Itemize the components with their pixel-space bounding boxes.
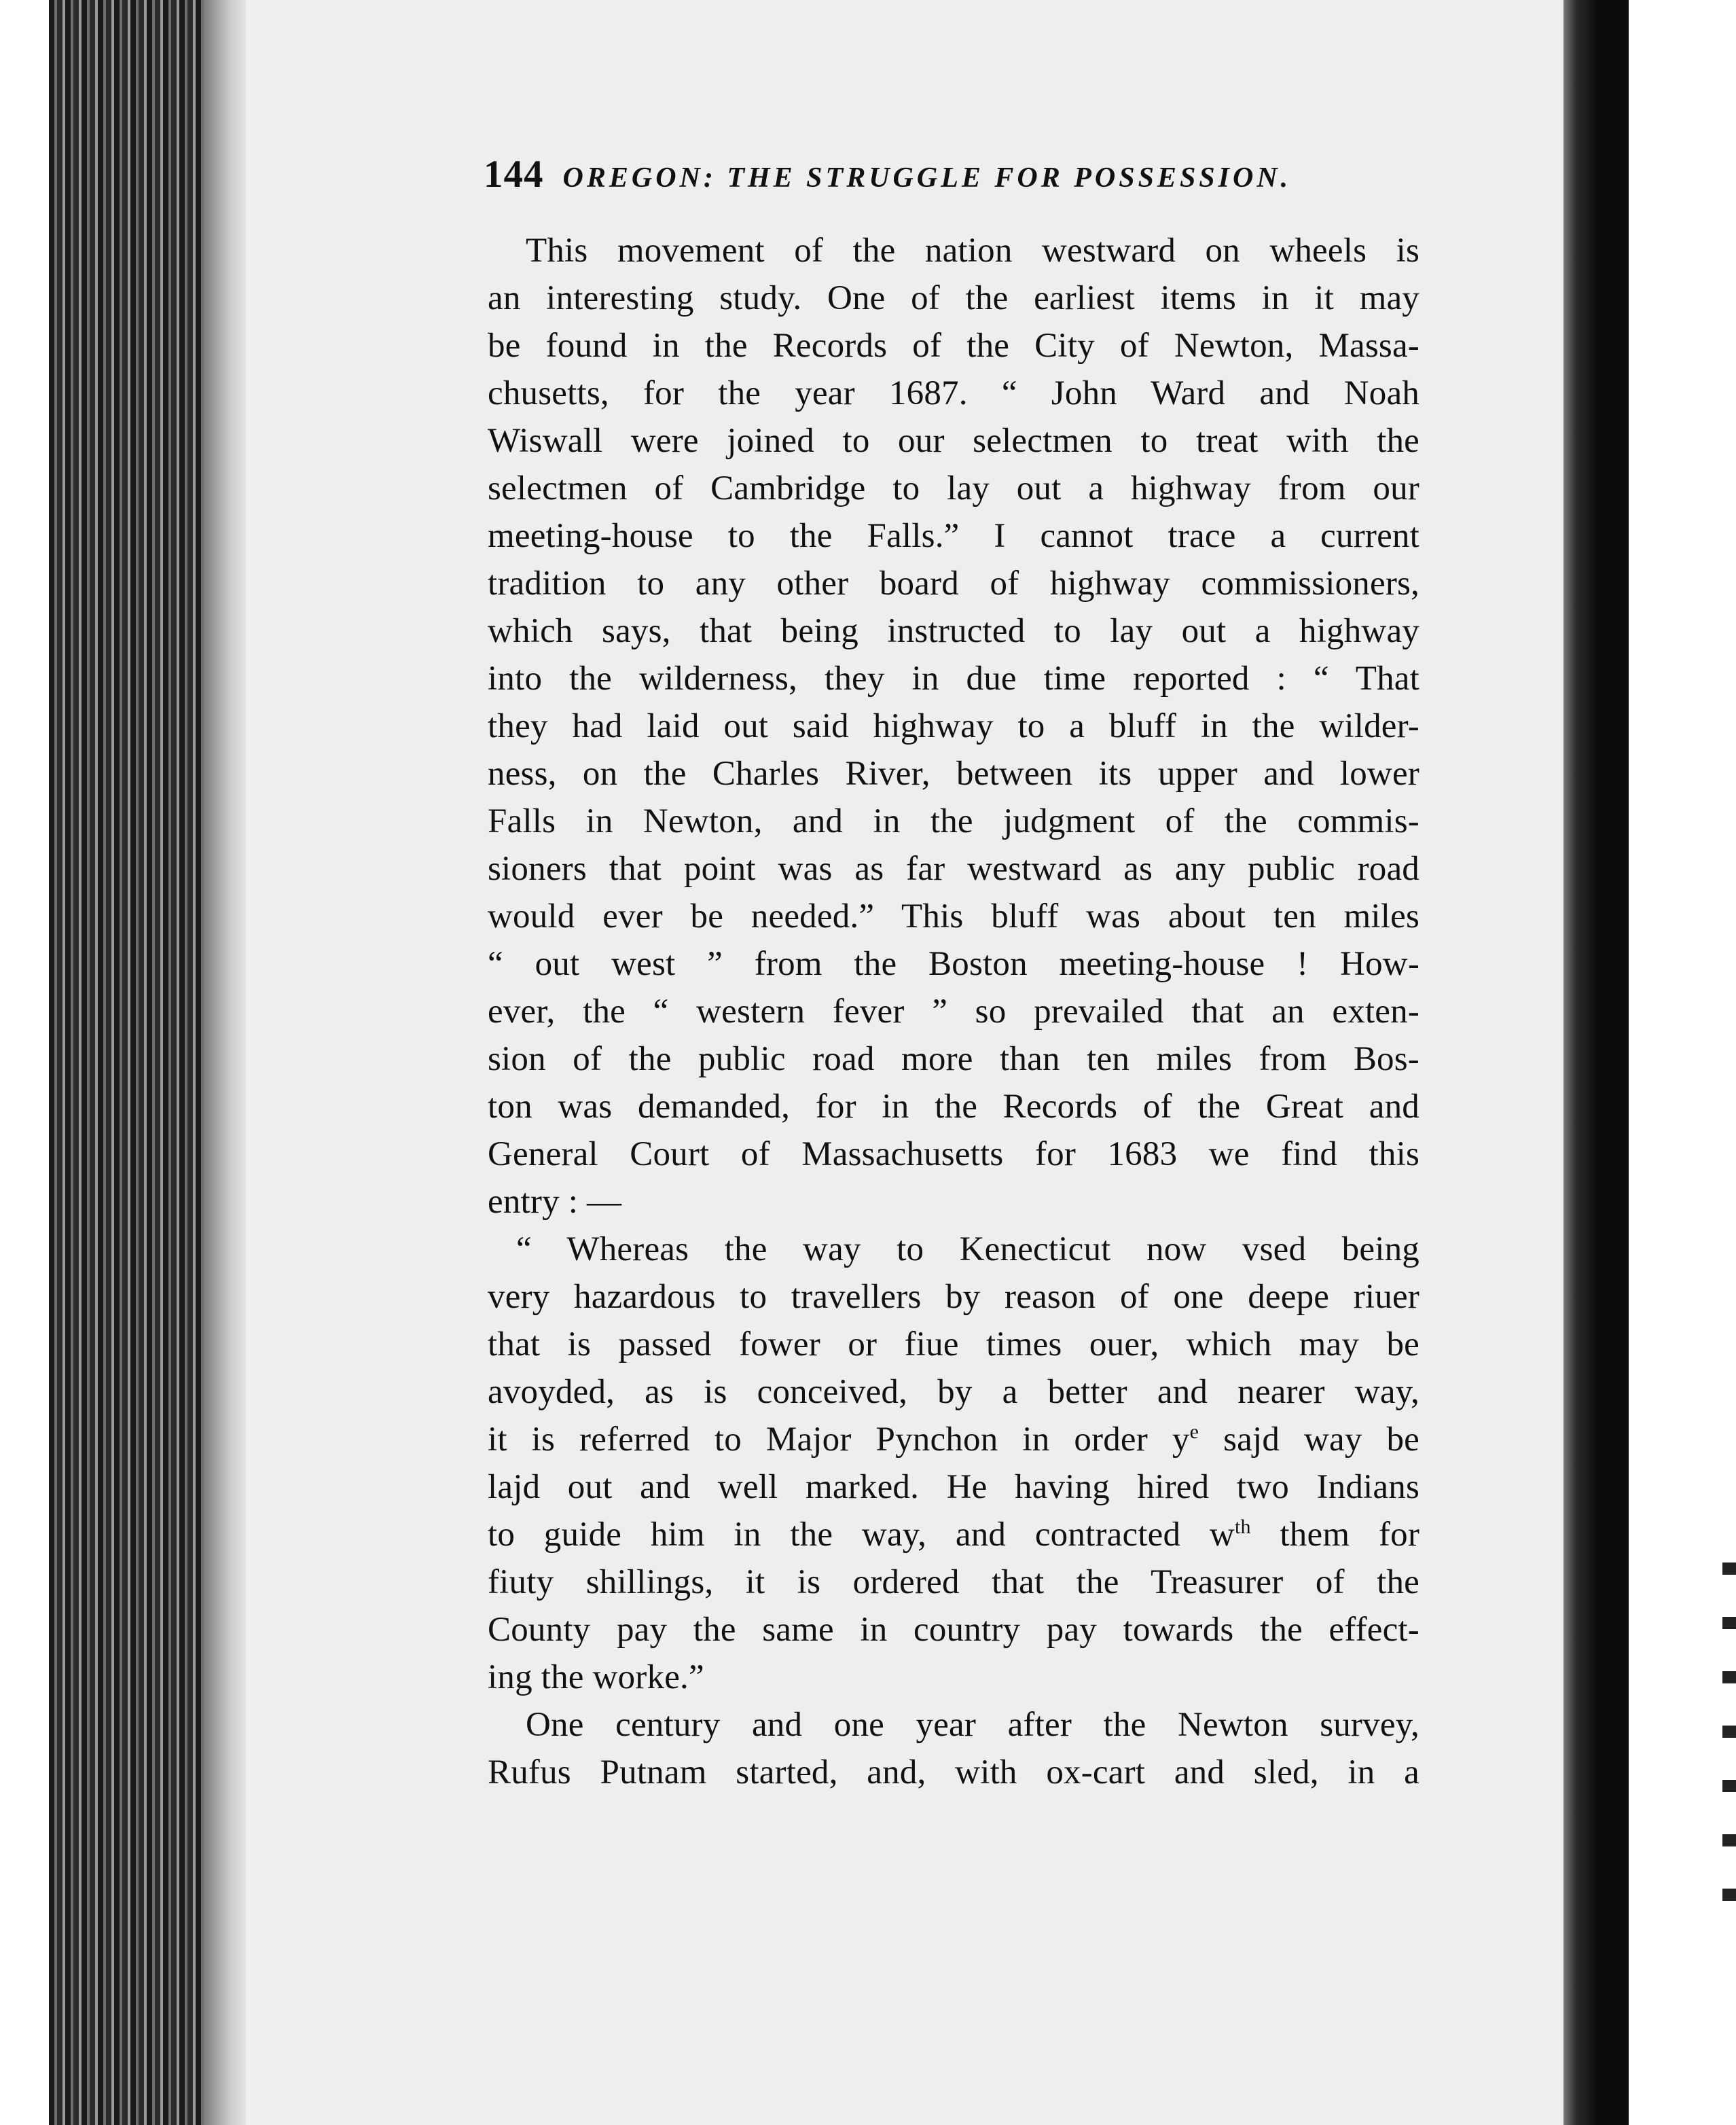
quote-line: County pay the same in country pay towards the effect- [488,1611,1419,1649]
quote-line: lajd out and well marked. He having hired two Indians [488,1468,1419,1506]
text-line: selectmen of Cambridge to lay out a highway from our [488,469,1419,507]
text-line: One century and one year after the Newton survey, [526,1706,1419,1744]
text-line: Falls in Newton, and in the judgment of the commis- [488,802,1419,840]
text-line: into the wilderness, they in due time reported : “ That [488,660,1419,698]
running-title: OREGON: THE STRUGGLE FOR POSSESSION. [562,162,1292,194]
quote-line [488,1416,1419,1463]
text-line: sion of the public road more than ten miles from Bos- [488,1040,1419,1078]
text-line: ever, the “ western fever ” so prevailed that an exten- [488,993,1419,1031]
text-line: This movement of the nation westward on wheels is [526,232,1419,270]
text-line: ton was demanded, for in the Records of the Great and [488,1088,1419,1126]
quote-line-text: it is referred to Major Pynchon in order y [488,1421,1190,1459]
superscript: th [1234,1516,1251,1538]
quote-line: very hazardous to travellers by reason of one deepe riuer [488,1278,1419,1316]
text-line: would ever be needed.” This bluff was about ten miles [488,897,1419,935]
text-line: they had laid out said highway to a bluff in the wilder- [488,707,1419,745]
quote-line: ing the worke.” [488,1658,704,1696]
quote-line-text: to guide him in the way, and contracted w [488,1516,1235,1554]
text-line: ness, on the Charles River, between its upper and lower [488,755,1419,793]
text-line: tradition to any other board of highway commissioners, [488,565,1419,603]
text-line: be found in the Records of the City of Newton, Massa- [488,327,1419,365]
running-head [484,152,1367,200]
quote-line-text: them for [1250,1516,1419,1554]
text-line: meeting-house to the Falls.” I cannot trace a current [488,517,1419,555]
text-line: Rufus Putnam started, and, with ox-cart and sled, in a [488,1753,1419,1791]
quote-line: “ Whereas the way to Kenecticut now vsed being [516,1230,1419,1268]
superscript: e [1189,1421,1199,1443]
text-line: entry : — [488,1183,622,1221]
text-line: which says, that being instructed to lay out a highway [488,612,1419,650]
quote-line: fiuty shillings, it is ordered that the Treasurer of the [488,1563,1419,1601]
text-line: an interesting study. One of the earliest items in it may [488,279,1419,317]
block-quote [488,1226,1419,1701]
quote-line [488,1511,1419,1558]
text-line: General Court of Massachusetts for 1683 we find this [488,1135,1419,1173]
body-text [488,227,1419,1796]
quote-line: avoyded, as is conceived, by a better and nearer way, [488,1373,1419,1411]
text-line: sioners that point was as far westward as any public road [488,850,1419,888]
text-line: “ out west ” from the Boston meeting-house ! How- [488,945,1419,983]
text-line: Wiswall were joined to our selectmen to treat with the [488,422,1419,460]
page-number: 144 [484,153,544,196]
text-line: chusetts, for the year 1687. “ John Ward and Noah [488,374,1419,412]
quote-line-text: sajd way be [1199,1421,1420,1459]
quote-line: that is passed fower or fiue times ouer, which may be [488,1325,1419,1363]
